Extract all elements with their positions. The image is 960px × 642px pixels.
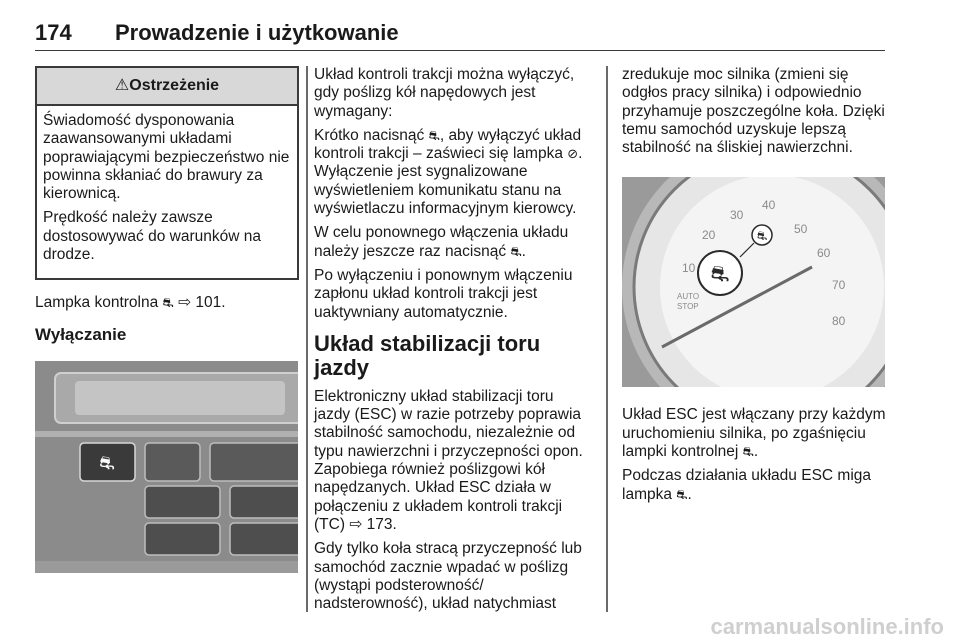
gauge-tick: 10 xyxy=(682,261,696,276)
paragraph: Układ kontroli trakcji można wyłączyć, gdy poślizg kół napędowych jest wymagany: xyxy=(314,66,575,120)
svg-text:⛐: ⛐ xyxy=(99,452,115,474)
lamp-reference xyxy=(35,294,299,312)
warning-paragraph: Świadomość dysponowania zaawansowanymi układami poprawiającymi bezpieczeństwo nie powinna skłaniać do brawury za kierownicą. xyxy=(43,112,290,203)
auto-stop-label: STOP xyxy=(677,302,699,312)
traction-control-icon: ⛐ xyxy=(676,486,688,502)
warning-box xyxy=(35,66,299,280)
paragraph: Układ ESC jest włączany przy każdym uruchomieniu silnika, po zgaśnięciu lampki kontrolnej ⛐. xyxy=(622,406,886,461)
gauge-tick: 40 xyxy=(762,198,776,213)
warning-triangle-icon: ⚠ xyxy=(114,77,130,94)
column-right xyxy=(622,66,886,510)
lamp-text: Lampka kontrolna xyxy=(35,294,159,312)
page-number: 174 xyxy=(35,20,72,45)
svg-text:⛐: ⛐ xyxy=(710,262,730,288)
paragraph: Elektroniczny układ stabilizacji toru jazdy (ESC) w razie potrzeby poprawia stabilność samochodu, niezależnie od typu nawierzchni i przyczepności opon. Zapobiega również poślizgowi kół napędzanych. Układ ESC działa w połączeniu z układem kontroli trakcji (TC) ⇨ 173. xyxy=(314,387,583,533)
heading-disable: Wyłączanie xyxy=(35,324,127,344)
traction-control-icon: ⛐ xyxy=(742,444,754,460)
warning-body xyxy=(37,106,297,278)
paragraph: Podczas działania układu ESC miga lampka ⛐. xyxy=(622,467,871,503)
dashboard-button-illustration xyxy=(35,361,298,573)
gauge-tick: 20 xyxy=(702,228,716,243)
paragraph: W celu ponownego włączenia układu należy jeszcze raz nacisnąć ⛐. xyxy=(314,224,569,260)
svg-text:⛐: ⛐ xyxy=(756,229,768,244)
gauge-tick: 60 xyxy=(817,246,831,261)
reference-arrow-icon: ⇨ xyxy=(178,294,192,312)
speedometer-illustration xyxy=(622,177,885,387)
page-reference[interactable]: 101. xyxy=(195,294,226,312)
paragraph: Krótko nacisnąć ⛐, aby wyłączyć układ kontroli trakcji – zaświeci się lampka ⊘. Wyłączenie jest sygnalizowane wyświetleniem komunikatu stanu na wyświetlaczu informacyjnym kierowcy. xyxy=(314,126,583,218)
gauge-tick: 70 xyxy=(832,278,846,293)
page-reference[interactable]: 173. xyxy=(366,515,397,533)
auto-stop-label: AUTO xyxy=(677,292,700,302)
column-middle xyxy=(314,66,590,619)
warning-header xyxy=(37,68,297,106)
watermark: carmanualsonline.info xyxy=(710,614,944,639)
paragraph: zredukuje moc silnika (zmieni się odgłos pracy silnika) i odpowiednio przyhamuje poszczególne koła. Dzięki temu samochód uzyskuje lepszą stabilność na śliskiej nawierzchni. xyxy=(622,66,885,157)
traction-control-icon: ⛐ xyxy=(510,243,522,259)
section-title: Prowadzenie i użytkowanie xyxy=(115,20,399,45)
column-divider xyxy=(306,66,308,612)
gauge-tick: 50 xyxy=(794,222,808,237)
gauge-tick: 30 xyxy=(730,208,744,223)
heading-esc: Układ stabilizacji toru jazdy xyxy=(314,330,541,380)
traction-control-off-icon: ⊘ xyxy=(567,146,579,162)
column-divider xyxy=(606,66,608,612)
warning-title: Ostrzeżenie xyxy=(129,77,220,94)
paragraph: Gdy tylko koła stracą przyczepność lub samochód zacznie wpadać w poślizg (wystąpi podsterowność/ nadsterowność), układ natychmiast xyxy=(314,540,582,613)
traction-control-icon: ⛐ xyxy=(428,127,440,143)
paragraph: Po wyłączeniu i ponownym włączeniu zapłonu układ kontroli trakcji jest uaktywniany automatycznie. xyxy=(314,266,573,321)
page-header xyxy=(35,20,885,51)
warning-paragraph: Prędkość należy zawsze dostosowywać do warunków na drodze. xyxy=(43,209,261,264)
column-left xyxy=(35,66,299,578)
gauge-tick: 80 xyxy=(832,314,846,329)
reference-arrow-icon: ⇨ xyxy=(349,515,363,533)
traction-control-icon: ⛐ xyxy=(162,295,174,311)
